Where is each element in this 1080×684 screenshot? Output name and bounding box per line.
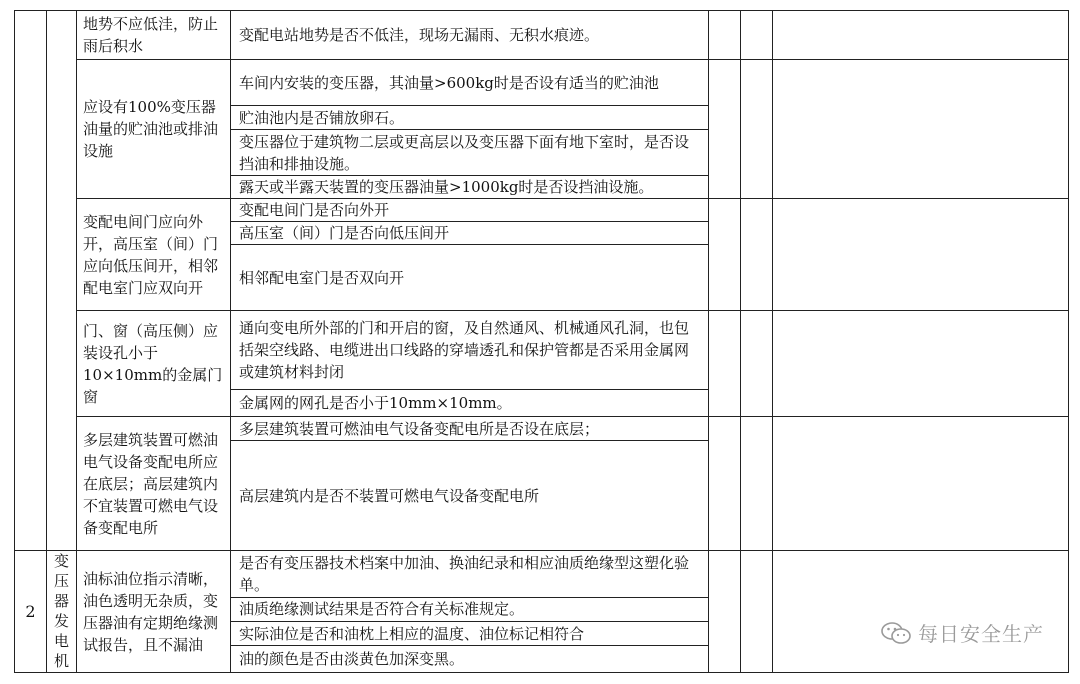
check-item: 通向变电所外部的门和开启的窗，及自然通风、机械通风孔洞，也包括架空线路、电缆进出口线路的穿墙透孔和保护管都是否采用金属网或建筑材料封闭 (231, 311, 709, 390)
remark-cell (773, 199, 1069, 311)
check-cell-b (741, 311, 773, 417)
table-row (15, 551, 1069, 598)
check-item: 贮油池内是否铺放卵石。 (231, 106, 709, 130)
check-item: 高压室（间）门是否向低压间开 (231, 222, 709, 245)
watermark-text: 每日安全生产 (918, 622, 1044, 646)
remark-cell (773, 311, 1069, 417)
check-item: 变配电站地势是否不低洼，现场无漏雨、无积水痕迹。 (231, 11, 709, 60)
watermark (880, 618, 1044, 647)
row-number: 2 (15, 551, 47, 673)
remark-cell (773, 417, 1069, 551)
check-cell-a (709, 11, 741, 60)
requirement-cell: 地势不应低洼，防止雨后积水 (77, 11, 231, 60)
check-cell-b (741, 60, 773, 199)
remark-cell (773, 60, 1069, 199)
requirement-cell: 应设有100%变压器油量的贮油池或排油设施 (77, 60, 231, 199)
check-item: 多层建筑装置可燃油电气设备变配电所是否设在底层； (231, 417, 709, 441)
requirement-cell: 油标油位指示清晰，油色透明无杂质，变压器油有定期绝缘测试报告，且不漏油 (77, 551, 231, 673)
check-cell-b (741, 11, 773, 60)
remark-cell (773, 11, 1069, 60)
check-item: 油的颜色是否由淡黄色加深变黑。 (231, 646, 709, 673)
check-cell-b (741, 417, 773, 551)
inspection-table (14, 10, 1069, 673)
remark-cell (773, 551, 1069, 673)
check-cell-a (709, 551, 741, 673)
category-name (47, 11, 77, 551)
check-item: 高层建筑内是否不装置可燃电气设备变配电所 (231, 441, 709, 551)
check-item: 实际油位是否和油枕上相应的温度、油位标记相符合 (231, 621, 709, 646)
check-item: 变配电间门是否向外开 (231, 199, 709, 222)
check-cell-a (709, 417, 741, 551)
requirement-cell: 多层建筑装置可燃油电气设备变配电所应在底层；高层建筑内不宜装置可燃电气设备变配电所 (77, 417, 231, 551)
check-item: 油质绝缘测试结果是否符合有关标准规定。 (231, 598, 709, 622)
check-cell-b (741, 551, 773, 673)
table-row (15, 199, 1069, 222)
check-cell-a (709, 311, 741, 417)
requirement-cell: 变配电间门应向外开，高压室（间）门应向低压间开，相邻配电室门应双向开 (77, 199, 231, 311)
check-item: 车间内安装的变压器，其油量>600kg时是否设有适当的贮油池 (231, 60, 709, 106)
check-item: 相邻配电室门是否双向开 (231, 245, 709, 311)
category-name: 变压器发电机 (47, 551, 77, 673)
check-cell-a (709, 199, 741, 311)
check-item: 金属网的网孔是否小于10mm×10mm。 (231, 390, 709, 417)
check-item: 是否有变压器技术档案中加油、换油纪录和相应油质绝缘型这塑化验单。 (231, 551, 709, 598)
row-number (15, 11, 47, 551)
table-row (15, 60, 1069, 106)
table-row (15, 417, 1069, 441)
wechat-icon (880, 621, 912, 645)
check-item: 露天或半露天装置的变压器油量>1000kg时是否设挡油设施。 (231, 176, 709, 199)
table-row (15, 11, 1069, 60)
check-cell-b (741, 199, 773, 311)
check-cell-a (709, 60, 741, 199)
requirement-cell: 门、窗（高压侧）应装设孔小于10×10mm的金属门窗 (77, 311, 231, 417)
table-row (15, 311, 1069, 390)
check-item: 变压器位于建筑物二层或更高层以及变压器下面有地下室时，是否设挡油和排抽设施。 (231, 130, 709, 176)
